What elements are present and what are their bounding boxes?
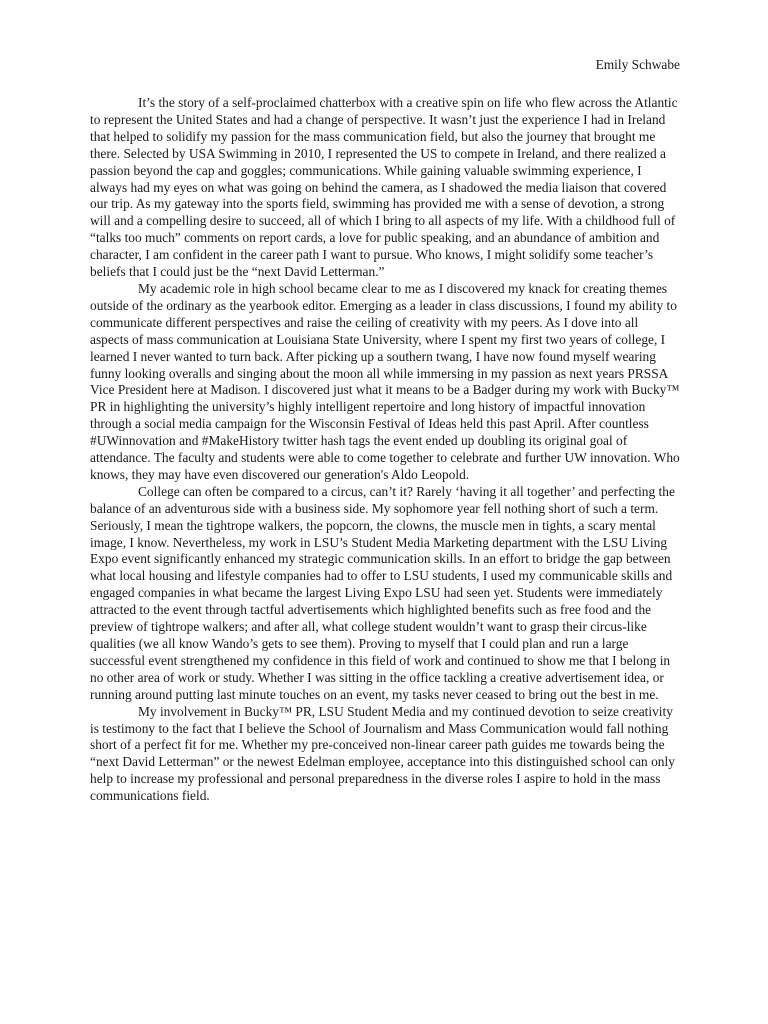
paragraph-4: My involvement in Bucky™ PR, LSU Student Media and my continued devotion to seize creativity is testimony to the fact that I believe the School of Journalism and Mass Communication would fall nothing short of a perfect fit for me. Whether my pre-conceived non-linear career path guides me towards being the “next David Letterman” or the newest Edelman employee, acceptance into this distinguished school can only help to increase my professional and personal preparedness in the diverse roles I aspire to hold in the mass communications field.: [90, 703, 675, 804]
paragraph-3: College can often be compared to a circus, can’t it? Rarely ‘having it all together’ and perfecting the balance of an adventurous side with a business side. My sophomore year fell nothing short of such a term. Seriously, I mean the tightrope walkers, the popcorn, the clowns, the muscle men in tights, a scary mental image, I know. Nevertheless, my work in LSU’s Student Media Marketing department with the LSU Living Expo event significantly enhanced my strategic communication skills. In an effort to bridge the gap between what local housing and lifestyle companies had to offer to LSU students, I used my communicable skills and engaged companies in what became the largest Living Expo LSU had seen yet. Students were immediately attracted to the event through tactful advertisements which highlighted benefits such as free food and the preview of tightrope walkers; and after all, what college student wouldn’t want to grasp their circus-like qualities (we all know Wando’s gets to see them). Proving to myself that I could plan and run a large successful event strengthened my confidence in this field of work and continued to show me that I belong in no other area of work or study. Whether I was sitting in the office tackling a creative advertisement idea, or running around putting last minute touches on an event, my tasks never ceased to bring out the best in me.: [90, 483, 675, 702]
paragraph-1: It’s the story of a self-proclaimed chatterbox with a creative spin on life who flew across the Atlantic to represent the United States and had a change of perspective. It wasn’t just the experience I had in Ireland that helped to solidify my passion for the mass communication field, but also the journey that brought me there. Selected by USA Swimming in 2010, I represented the US to compete in Ireland, and there realized a passion beyond the cap and goggles; communications. While gaining valuable swimming experience, I always had my eyes on what was going on behind the camera, as I shadowed the media liaison that covered our trip. As my gateway into the sports field, swimming has provided me with a sense of devotion, a strong will and a compelling desire to succeed, all of which I bring to all aspects of my life. With a childhood full of “talks too much” comments on report cards, a love for public speaking, and an abundance of ambition and character, I am confident in the career path I want to pursue. Who knows, I might solidify some teacher’s beliefs that I could just be the “next David Letterman.”: [90, 95, 678, 280]
author-name: Emily Schwabe: [595, 57, 680, 72]
essay-body: [90, 95, 680, 805]
paragraph-2: My academic role in high school became clear to me as I discovered my knack for creating themes outside of the ordinary as the yearbook editor. Emerging as a leader in class discussions, I found my ability to communicate different perspectives and raise the ceiling of creativity with my peers. As I dove into all aspects of mass communication at Louisiana State University, where I spent my first two years of college, I learned I never wanted to turn back. After picking up a southern twang, I have now found myself wearing funny looking overalls and singing about the moon all while immersing in my passion as next years PRSSA Vice President here at Madison. I discovered just what it means to be a Badger during my work with Bucky™ PR in highlighting the university’s highly intelligent repertoire and long history of impactful innovation through a social media campaign for the Wisconsin Festival of Ideas held this past April. After countless #UWinnovation and #MakeHistory twitter hash tags the event ended up doubling its original goal of attendance. The faculty and students were able to come together to celebrate and further UW innovation. Who knows, they may have even discovered our generation's Aldo Leopold.: [90, 280, 680, 482]
